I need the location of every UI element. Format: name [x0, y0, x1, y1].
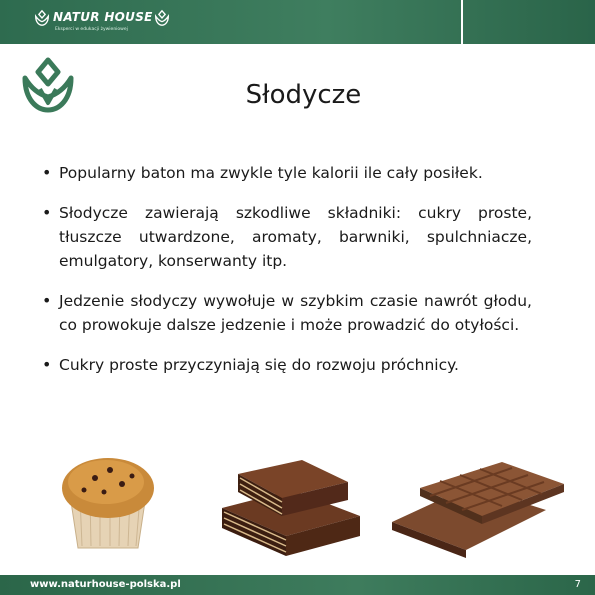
chocolate-bar-image — [392, 462, 564, 558]
brand-name: NATUR HOUSE — [53, 10, 153, 24]
sweets-images — [0, 440, 595, 575]
bullet-item: • Jedzenie słodyczy wywołuje w szybkim czasie nawrót głodu, co prowokuje dalsze jedzenie i może prowadzić do otyłości. — [40, 289, 532, 337]
page-number: 7 — [574, 579, 581, 590]
bullet-list — [40, 161, 532, 393]
footer-bar — [0, 575, 595, 595]
muffin-image — [62, 458, 154, 548]
bullet-item: • Cukry proste przyczyniają się do rozwoju próchnicy. — [40, 353, 532, 377]
brand-tagline: Eksperci w edukacji żywieniowej — [55, 27, 128, 32]
wafer-bars-image — [222, 460, 360, 556]
website-link[interactable]: www.naturhouse-polska.pl — [30, 579, 181, 590]
bullet-item: • Słodycze zawierają szkodliwe składniki: cukry proste, tłuszcze utwardzone, aromaty, barwniki, spulchniacze, emulgatory, konserwanty itp. — [40, 201, 532, 273]
brand-logo[interactable] — [33, 9, 173, 39]
bullet-item: • Popularny baton ma zwykle tyle kalorii ile cały posiłek. — [40, 161, 532, 185]
header-bar — [0, 0, 595, 44]
lotus-logo-icon — [153, 9, 171, 27]
slide-title: Słodycze — [245, 80, 362, 110]
lotus-logo-icon — [33, 9, 51, 27]
